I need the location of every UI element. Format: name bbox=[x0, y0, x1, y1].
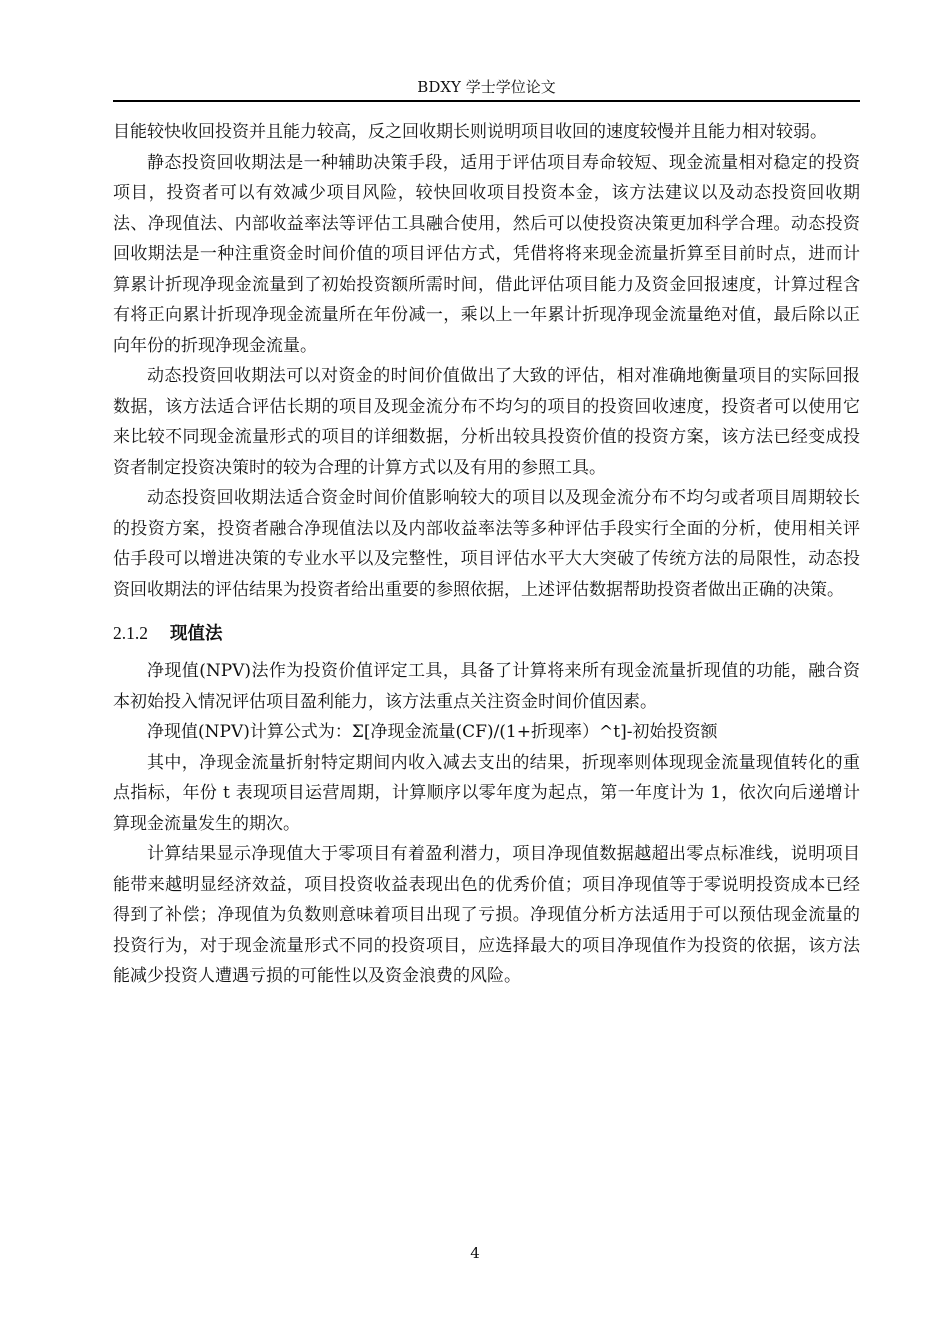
header-rule bbox=[113, 100, 860, 102]
body-paragraph: 动态投资回收期法可以对资金的时间价值做出了大致的评估，相对准确地衡量项目的实际回报数据，该方法适合评估长期的项目及现金流分布不均匀的项目的投资回收速度，投资者可以使用它来比较不同现金流量形式的项目的详细数据，分析出较具投资价值的投资方案，该方法已经变成投资者制定投资决策时的较为合理的计算方式以及有用的参照工具。 bbox=[113, 366, 860, 478]
body-paragraph: 目能较快收回投资并且能力较高，反之回收期长则说明项目收回的速度较慢并且能力相对较弱。 bbox=[113, 122, 827, 142]
body-paragraph: 净现值(NPV)法作为投资价值评定工具，具备了计算将来所有现金流量折现值的功能，融合资本初始投入情况评估项目盈利能力，该方法重点关注资金时间价值因素。 bbox=[113, 661, 860, 712]
document-body bbox=[113, 117, 860, 992]
formula-line: 净现值(NPV)计算公式为：Σ[净现金流量(CF)/(1+折现率）^t]-初始投资额 bbox=[147, 722, 718, 742]
section-heading bbox=[113, 619, 860, 648]
page-number: 4 bbox=[470, 1244, 480, 1262]
section-title: 现值法 bbox=[170, 624, 223, 644]
body-paragraph: 计算结果显示净现值大于零项目有着盈利潜力，项目净现值数据越超出零点标准线，说明项目能带来越明显经济效益，项目投资收益表现出色的优秀价值；项目净现值等于零说明投资成本已经得到了补偿；净现值为负数则意味着项目出现了亏损。净现值分析方法适用于可以预估现金流量的投资行为，对于现金流量形式不同的投资项目，应选择最大的项目净现值作为投资的依据，该方法能减少投资人遭遇亏损的可能性以及资金浪费的风险。 bbox=[113, 844, 860, 986]
body-paragraph: 其中，净现金流量折射特定期间内收入减去支出的结果，折现率则体现现金流量现值转化的重点指标，年份 t 表现项目运营周期，计算顺序以零年度为起点，第一年度计为 1，依次向后递增计算现金流量发生的期次。 bbox=[113, 752, 860, 834]
section-number: 2.1.2 bbox=[113, 623, 148, 643]
page-header-title: BDXY 学士学位论文 bbox=[417, 78, 556, 96]
body-paragraph: 静态投资回收期法是一种辅助决策手段，适用于评估项目寿命较短、现金流量相对稳定的投资项目，投资者可以有效减少项目风险，较快回收项目投资本金，该方法建议以及动态投资回收期法、净现值法、内部收益率法等评估工具融合使用，然后可以使投资决策更加科学合理。动态投资回收期法是一种注重资金时间价值的项目评估方式，凭借将将来现金流量折算至目前时点，进而计算累计折现净现金流量到了初始投资额所需时间，借此评估项目能力及资金回报速度，计算过程含有将正向累计折现净现金流量所在年份减一，乘以上一年累计折现净现金流量绝对值，最后除以正向年份的折现净现金流量。 bbox=[113, 152, 860, 356]
body-paragraph: 动态投资回收期法适合资金时间价值影响较大的项目以及现金流分布不均匀或者项目周期较长的投资方案，投资者融合净现值法以及内部收益率法等多种评估手段实行全面的分析，使用相关评估手段可以增进决策的专业水平以及完整性，项目评估水平大大突破了传统方法的局限性，动态投资回收期法的评估结果为投资者给出重要的参照依据，上述评估数据帮助投资者做出正确的决策。 bbox=[113, 488, 860, 600]
